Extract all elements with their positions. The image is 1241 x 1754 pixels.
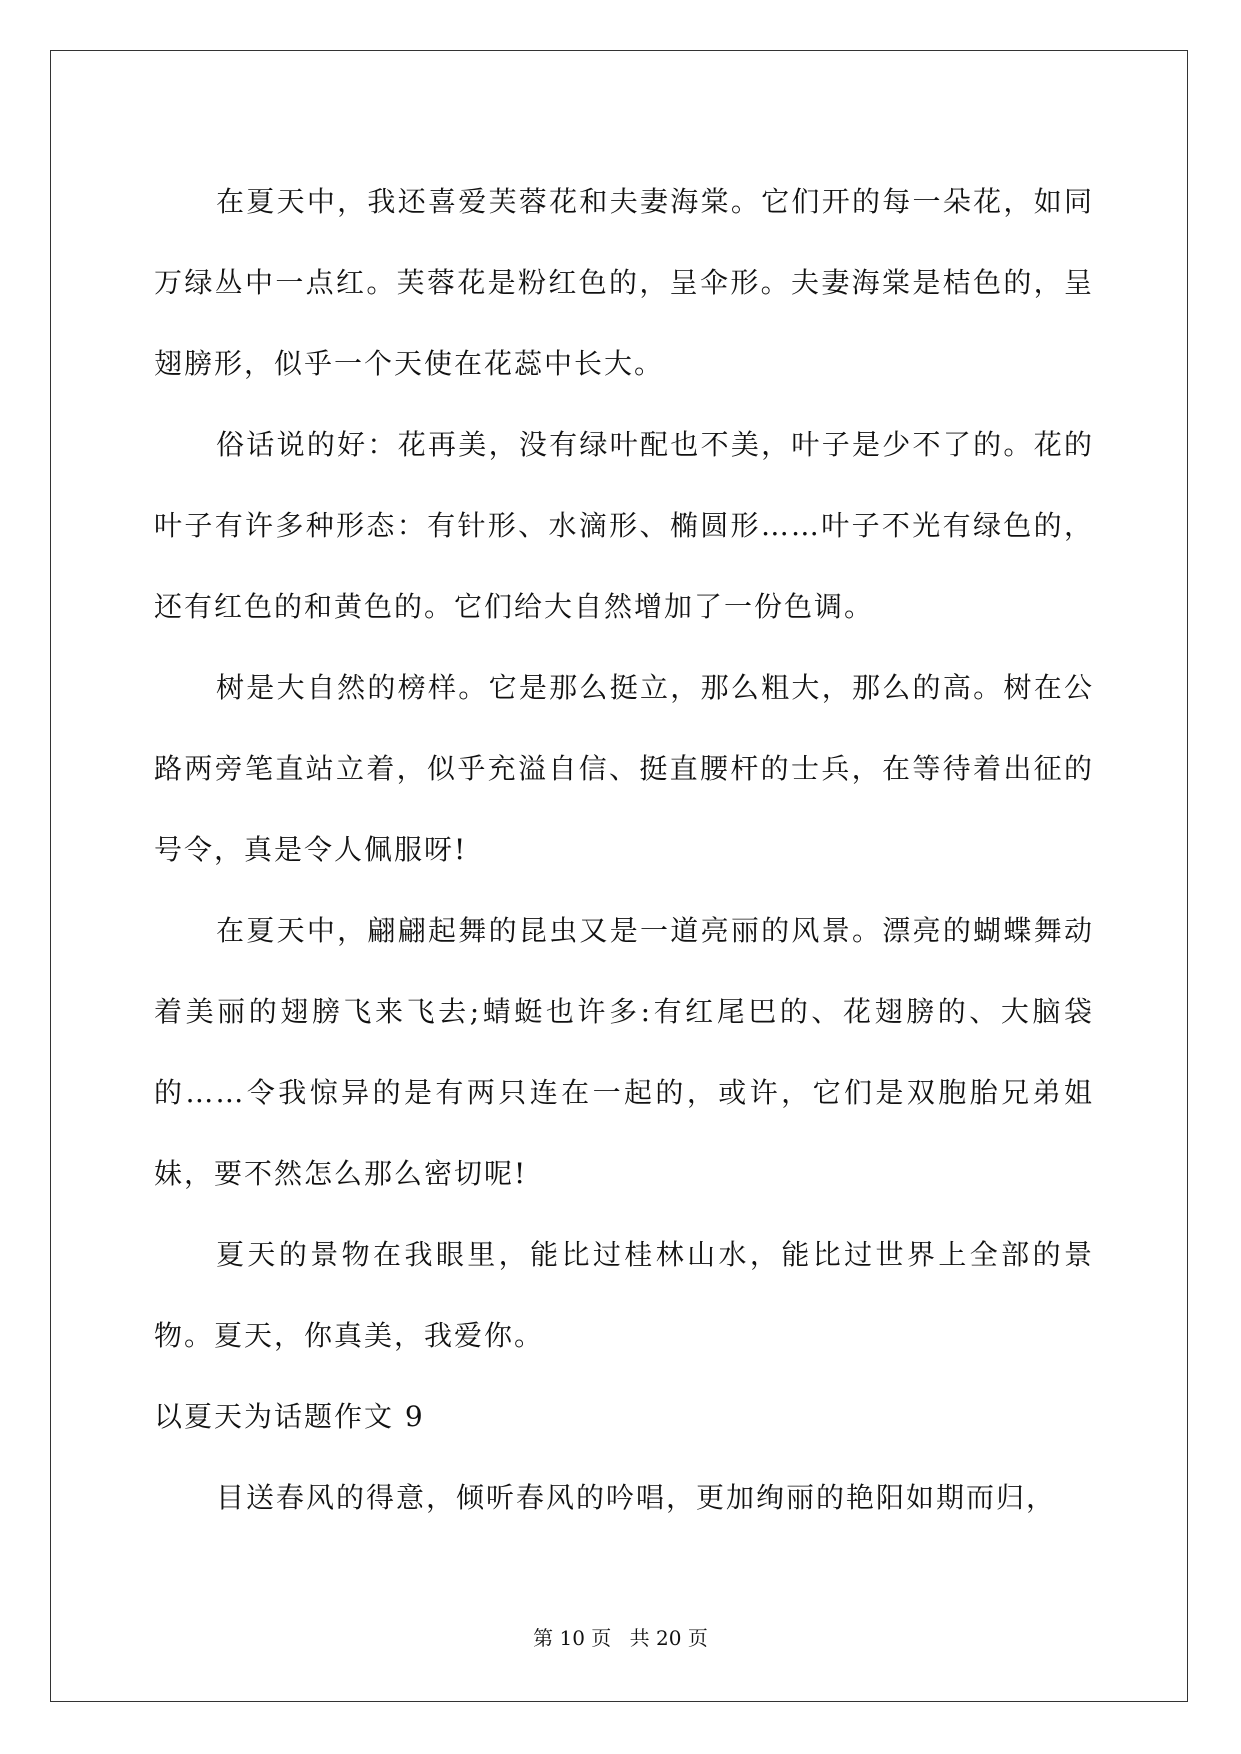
page-number-total: 共 20 页 <box>629 1626 708 1650</box>
paragraph-4: 在夏天中，翩翩起舞的昆虫又是一道亮丽的风景。漂亮的蝴蝶舞动着美丽的翅膀飞来飞去;蜻蜓也许多:有红尾巴的、花翅膀的、大脑袋的……令我惊异的是有两只连在一起的，或许，它们是双胞胎兄弟姐妹，要不然怎么那么密切呢! <box>154 914 1094 1190</box>
paragraph-6: 目送春风的得意，倾听春风的吟唱，更加绚丽的艳阳如期而归， <box>216 1481 1057 1514</box>
essay-heading: 以夏天为话题作文 9 <box>154 1400 425 1433</box>
paragraph-5: 夏天的景物在我眼里，能比过桂林山水，能比过世界上全部的景物。夏天，你真美，我爱你。 <box>154 1238 1094 1352</box>
page-footer <box>0 1624 1241 1652</box>
paragraph-1: 在夏天中，我还喜爱芙蓉花和夫妻海棠。它们开的每一朵花，如同万绿丛中一点红。芙蓉花是粉红色的，呈伞形。夫妻海棠是桔色的，呈翅膀形，似乎一个天使在花蕊中长大。 <box>154 185 1094 380</box>
document-body <box>154 161 1094 1538</box>
paragraph-3: 树是大自然的榜样。它是那么挺立，那么粗大，那么的高。树在公路两旁笔直站立着，似乎充溢自信、挺直腰杆的士兵，在等待着出征的号令，真是令人佩服呀! <box>154 671 1094 866</box>
paragraph-2: 俗话说的好：花再美，没有绿叶配也不美，叶子是少不了的。花的叶子有许多种形态：有针形、水滴形、椭圆形……叶子不光有绿色的，还有红色的和黄色的。它们给大自然增加了一份色调。 <box>154 428 1094 623</box>
page-number-current: 第 10 页 <box>533 1626 612 1650</box>
